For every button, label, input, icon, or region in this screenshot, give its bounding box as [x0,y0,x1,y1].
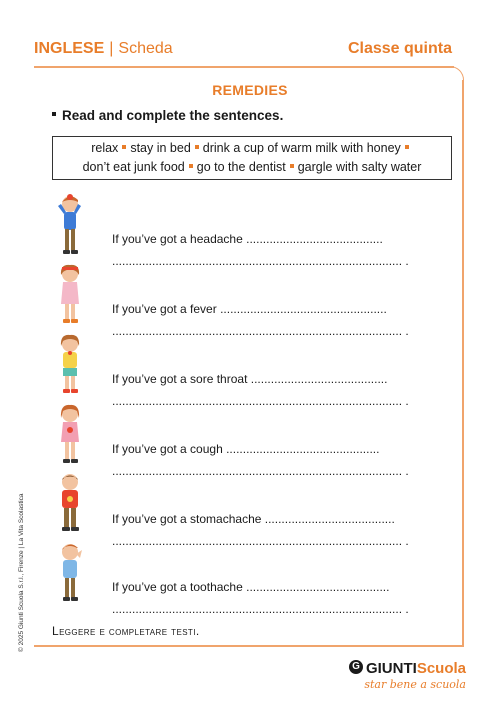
boy-stomachache-icon [52,472,92,538]
sentence-prompt: If you’ve got a fever [112,302,217,316]
answer-line[interactable]: ....................................................................................... . [112,394,409,408]
publisher-logo [349,660,466,691]
subject-label: INGLESE [34,40,105,57]
frame-top [34,66,454,68]
exercise-item-fever [0,262,500,338]
sentence-line [112,442,379,456]
answer-blank[interactable]: ....................................... [264,512,395,526]
square-bullet-icon [189,164,193,168]
word-bank-line-2 [53,158,451,177]
square-bullet-icon [405,145,409,149]
answer-blank[interactable]: ......................................... [246,232,383,246]
section-label: Scheda [118,40,173,57]
word-option: relax [91,141,119,155]
answer-line[interactable]: ....................................................................................... . [112,254,409,268]
page-header [34,40,452,64]
class-label: Classe quinta [347,40,452,57]
answer-line[interactable]: ....................................................................................... . [112,464,409,478]
logo-brand-accent: Scuola [416,660,466,677]
word-option: gargle with salty water [297,160,422,174]
logo-brand [349,660,466,677]
sentence-prompt: If you’ve got a cough [112,442,223,456]
sentence-prompt: If you’ve got a headache [112,232,243,246]
girl-fever-icon [52,262,92,328]
frame-bottom [34,645,464,647]
learning-objective [52,624,200,638]
word-option: don’t eat junk food [82,160,185,174]
word-option: stay in bed [130,141,191,155]
logo-g-icon: G [349,660,363,674]
answer-blank[interactable]: .................................................. [220,302,387,316]
instruction-text: Read and complete the sentences. [62,108,284,123]
exercise-item-toothache [0,540,500,616]
exercise-item-stomachache [0,472,500,548]
answer-blank[interactable]: .............................................. [226,442,380,456]
logo-tagline: star bene a scuola [364,678,466,691]
answer-line[interactable]: ....................................................................................... . [112,324,409,338]
answer-line[interactable]: ....................................................................................... . [112,602,409,616]
word-bank-line-1 [53,139,451,158]
sentence-line [112,232,383,246]
answer-blank[interactable]: ......................................... [250,372,388,386]
sentence-line [112,302,387,316]
logo-brand-text: GIUNTI [365,660,417,677]
word-bank [52,136,452,180]
square-bullet-icon [122,145,126,149]
frame-corner [450,66,464,80]
boy-headache-icon [52,192,92,258]
word-option: drink a cup of warm milk with honey [202,141,401,155]
bullet-icon [52,112,56,116]
exercise-item-headache [0,192,500,268]
word-option: go to the dentist [196,160,286,174]
sentence-prompt: If you’ve got a sore throat [112,372,248,386]
header-subject: INGLESE | Scheda [34,40,173,57]
square-bullet-icon [290,164,294,168]
square-bullet-icon [195,145,199,149]
sentence-line [112,580,389,594]
sentence-prompt: If you’ve got a toothache [112,580,243,594]
instruction [52,108,283,123]
sentence-prompt: If you’ve got a stomachache [112,512,262,526]
sentence-line [112,512,395,526]
worksheet-title: REMEDIES [212,82,288,98]
exercise-item-sore-throat [0,332,500,408]
copyright-notice: © 2025 Giunti Scuola S.r.l., Firenze | La Vita Scolastica [18,493,25,652]
girl-sore-throat-icon [52,332,92,398]
boy-toothache-icon [52,540,92,606]
exercise-item-cough [0,402,500,478]
sentence-line [112,372,387,386]
answer-blank[interactable]: ........................................... [246,580,390,594]
girl-cough-icon [52,402,92,468]
learning-objective-text: Leggere e completare testi. [52,624,200,638]
answer-line[interactable]: ....................................................................................... . [112,534,409,548]
